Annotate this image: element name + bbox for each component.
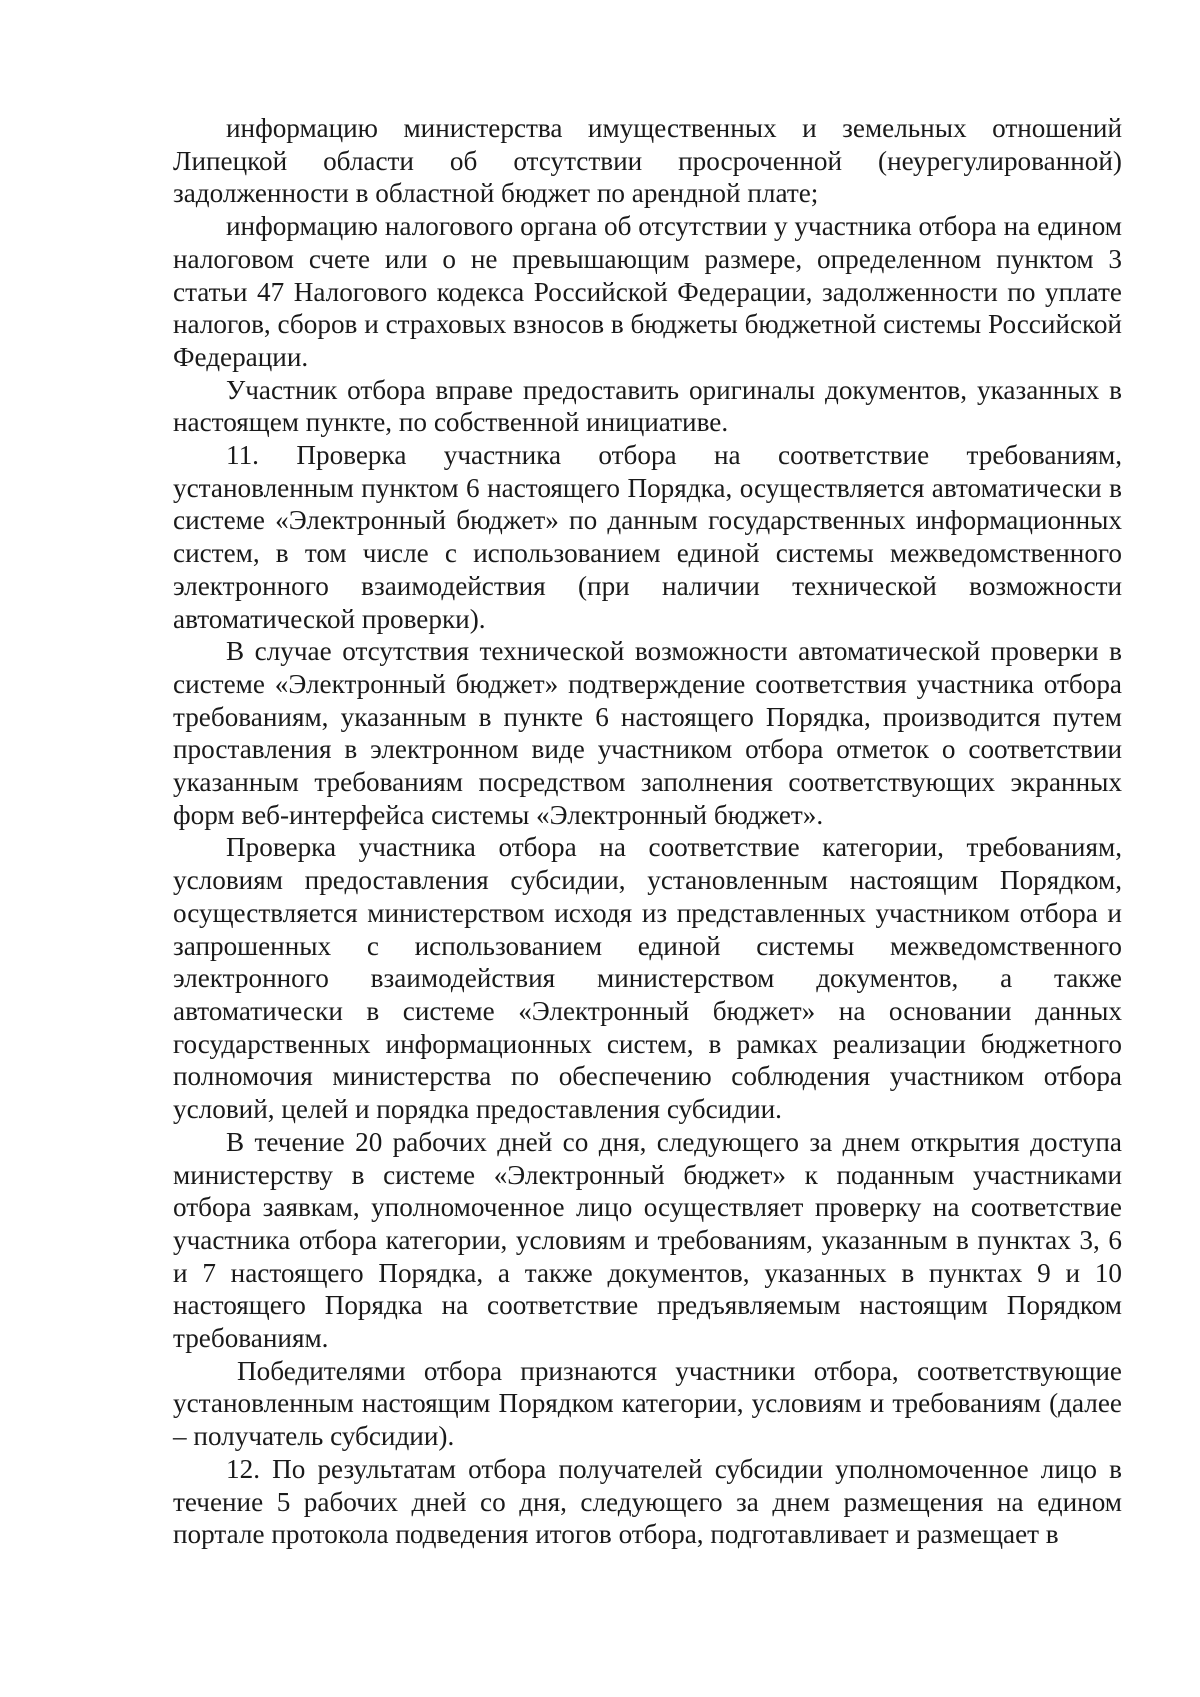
paragraph-winners: Победителями отбора признаются участники отбора, соответствующие установленным настоящим Порядком категории, условиям и требованиям (далее – получатель субсидии). — [173, 1355, 1122, 1452]
paragraph-item-11-check: 11. Проверка участника отбора на соответствие требованиям, установленным пунктом 6 настоящего Порядка, осуществляется автоматически в системе «Электронный бюджет» по данным государственных информационных систем, в том числе с использованием единой системы межведомственного электронного взаимодействия (при наличии технической возможности автоматической проверки). — [173, 440, 1122, 634]
document-page — [173, 112, 1122, 1551]
paragraph-property-debt-info: информацию министерства имущественных и земельных отношений Липецкой области об отсутствии просроченной (неурегулированной) задолженности в областной бюджет по арендной плате; — [173, 113, 1122, 209]
paragraph-item-12-results: 12. По результатам отбора получателей субсидии уполномоченное лицо в течение 5 рабочих дней со дня, следующего за днем размещения на едином портале протокола подведения итогов отбора, подготавливает и размещает в — [173, 1453, 1122, 1550]
paragraph-20-days-review: В течение 20 рабочих дней со дня, следующего за днем открытия доступа министерству в системе «Электронный бюджет» к поданным участниками отбора заявкам, уполномоченное лицо осуществляет проверку на соответствие участника отбора категории, условиям и требованиям, указанным в пунктах 3, 6 и 7 настоящего Порядка, а также документов, указанных в пунктах 9 и 10 настоящего Порядка на соответствие предъявляемым настоящим Порядком требованиям. — [173, 1126, 1122, 1354]
paragraph-tax-debt-info: информацию налогового органа об отсутствии у участника отбора на едином налоговом счете или о не превышающим размере, определенном пунктом 3 статьи 47 Налогового кодекса Российской Федерации, задолженности по уплате налогов, сборов и страховых взносов в бюджеты бюджетной системы Российской Федерации. — [173, 211, 1122, 372]
paragraph-originals-initiative: Участник отбора вправе предоставить оригиналы документов, указанных в настоящем пункте, по собственной инициативе. — [173, 374, 1122, 438]
paragraph-ministry-check: Проверка участника отбора на соответствие категории, требованиям, условиям предоставления субсидии, установленным настоящим Порядком, осуществляется министерством исходя из представленных участником отбора и запрошенных с использованием единой системы межведомственного электронного взаимодействия министерством документов, а также автоматически в системе «Электронный бюджет» на основании данных государственных информационных систем, в рамках реализации бюджетного полномочия министерства по обеспечению соблюдения участником отбора условий, целей и порядка предоставления субсидии. — [173, 832, 1122, 1125]
paragraph-no-technical-possibility: В случае отсутствия технической возможности автоматической проверки в системе «Электронный бюджет» подтверждение соответствия участника отбора требованиям, указанным в пункте 6 настоящего Порядка, производится путем проставления в электронном виде участником отбора отметок о соответствии указанным требованиям посредством заполнения соответствующих экранных форм веб-интерфейса системы «Электронный бюджет». — [173, 636, 1122, 830]
